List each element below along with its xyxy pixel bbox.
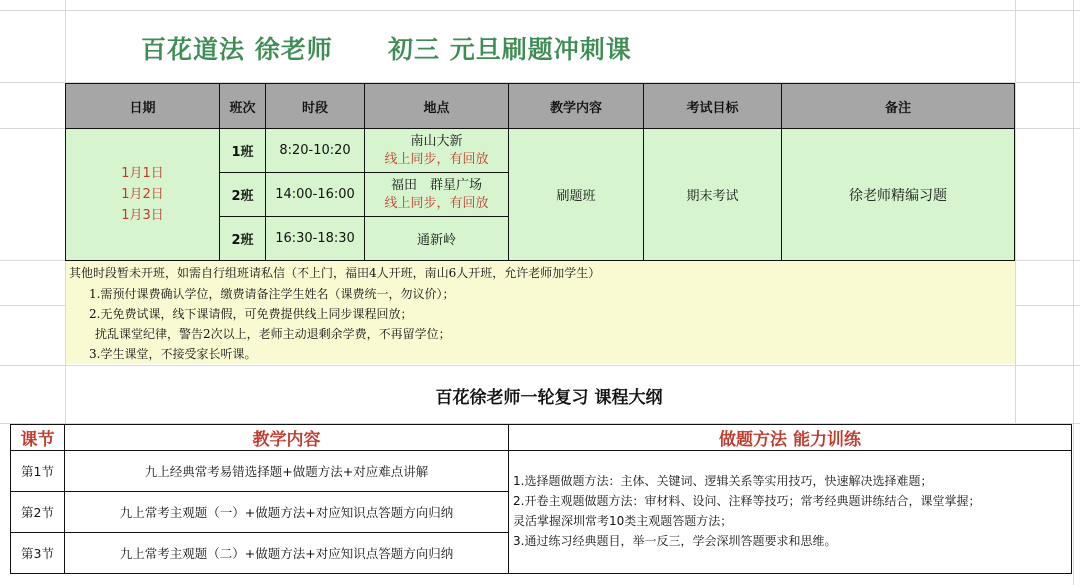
note-line: 3.学生课堂，不接受家长听课。 <box>89 347 257 361</box>
grid-line <box>1015 305 1080 306</box>
time-cell: 16:30-18:30 <box>266 217 365 261</box>
header-section: 课节 <box>11 425 65 451</box>
note-line: 其他时段暂未开班，如需自行组班请私信（不上门，福田4人开班，南山6人开班，允许老师加学生） <box>69 266 601 280</box>
section-cell: 第2节 <box>11 492 65 533</box>
place-note: 线上同步，有回放 <box>384 195 489 211</box>
remark-cell: 徐老师精编习题 <box>782 129 1015 261</box>
grid-line <box>0 305 65 306</box>
note-line: 扰乱课堂纪律，警告2次以上，老师主动退剩余学费，不再留学位； <box>95 327 451 341</box>
date-cell <box>66 129 220 261</box>
section-content: 九上常考主观题（一）+做题方法+对应知识点答题方向归纳 <box>65 492 509 533</box>
section-cell: 第1节 <box>11 451 65 492</box>
target-cell: 期末考试 <box>644 129 782 261</box>
method-line: 2.开卷主观题做题方法：审材料、设问、注释等技巧；常考经典题讲练结合，课堂掌握； <box>513 494 981 508</box>
grid-line <box>1015 128 1080 129</box>
title-course: 初三 元旦刷题冲刺课 <box>388 35 632 64</box>
header-teaching-content: 教学内容 <box>65 425 509 451</box>
place-cell <box>365 129 509 173</box>
place-cell <box>365 173 509 217</box>
class-cell: 1班 <box>220 129 266 173</box>
header-methods: 做题方法 能力训练 <box>509 425 1072 451</box>
section-cell: 第3节 <box>11 533 65 574</box>
place-name: 南山大新 <box>410 133 463 149</box>
outline-title: 百花徐老师一轮复习 课程大纲 <box>435 388 663 408</box>
grid-line <box>1015 0 1016 425</box>
grid-line <box>0 10 1080 11</box>
place-cell: 通新岭 <box>365 217 509 261</box>
grid-line <box>1015 260 1080 261</box>
place-name: 福田 群星广场 <box>390 177 482 193</box>
note-line: 1.需预付课费确认学位，缴费请备注学生姓名（课费统一，勿议价）； <box>89 287 455 301</box>
section-content: 九上常考主观题（二）+做题方法+对应知识点答题方向归纳 <box>65 533 509 574</box>
method-line: 灵活掌握深圳常考10类主观题答题方法； <box>513 514 733 528</box>
grid-line <box>0 128 65 129</box>
header-place: 地点 <box>365 84 509 129</box>
class-cell: 2班 <box>220 217 266 261</box>
class-cell: 2班 <box>220 173 266 217</box>
grid-line <box>0 260 65 261</box>
header-time: 时段 <box>266 84 365 129</box>
place-note: 线上同步，有回放 <box>384 151 489 167</box>
header-content: 教学内容 <box>509 84 644 129</box>
method-line: 1.选择题做题方法：主体、关键词、逻辑关系等实用技巧，快速解决选择难题； <box>513 474 933 488</box>
header-target: 考试目标 <box>644 84 782 129</box>
note-line: 2.无免费试课，线下课请假，可免费提供线上同步课程回放； <box>89 307 413 321</box>
grid-line <box>1073 0 1074 585</box>
header-class: 班次 <box>220 84 266 129</box>
method-line: 3.通过练习经典题目，举一反三，学会深圳答题要求和思维。 <box>513 534 837 548</box>
time-cell: 14:00-16:00 <box>266 173 365 217</box>
time-cell: 8:20-10:20 <box>266 129 365 173</box>
title-teacher: 百花道法 徐老师 <box>141 35 333 64</box>
date-3: 1月3日 <box>121 208 164 223</box>
content-cell: 刷题班 <box>509 129 644 261</box>
header-date: 日期 <box>66 84 220 129</box>
date-1: 1月1日 <box>121 166 164 181</box>
date-2: 1月2日 <box>121 187 164 202</box>
grid-line <box>0 365 1080 366</box>
section-content: 九上经典常考易错选择题+做题方法+对应难点讲解 <box>65 451 509 492</box>
methods-cell <box>509 451 1072 574</box>
header-remark: 备注 <box>782 84 1015 129</box>
